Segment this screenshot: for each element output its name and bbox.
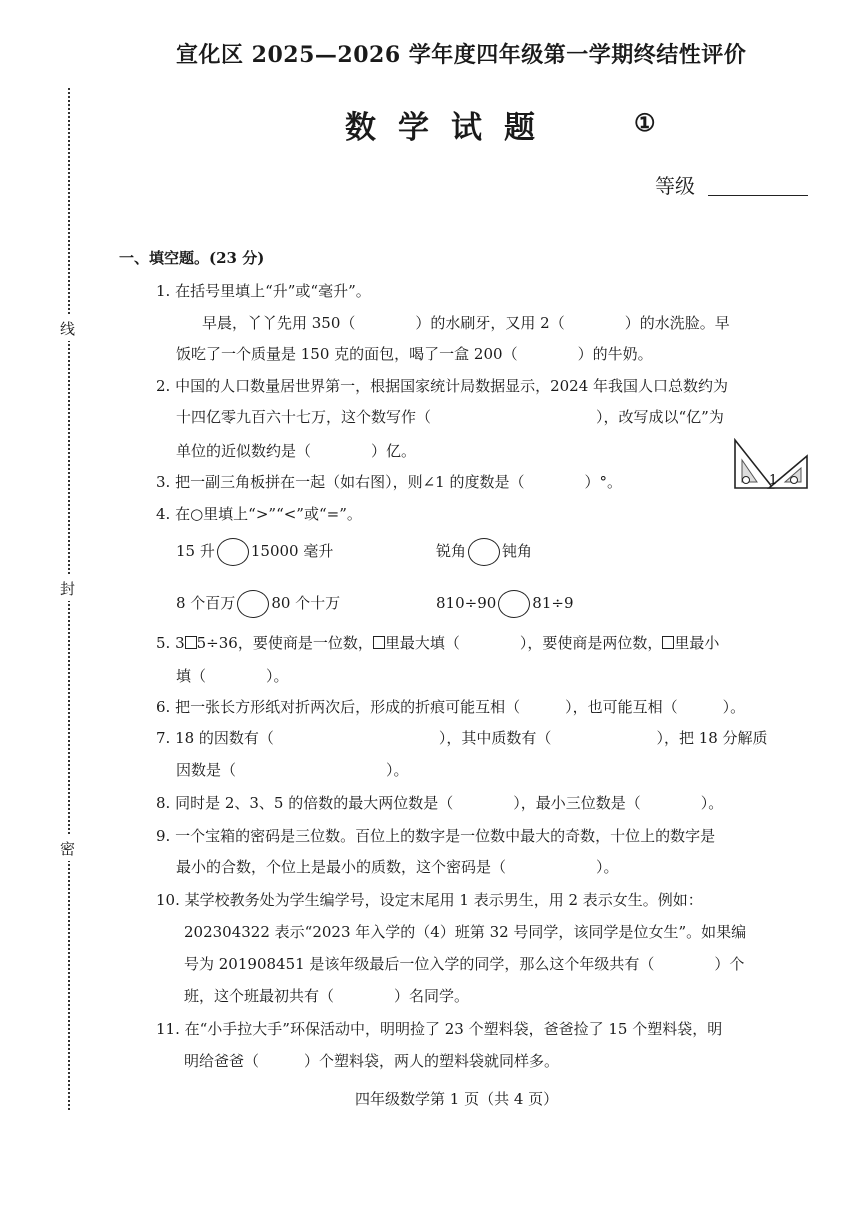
- page-footer: 四年级数学第 1 页（共 4 页）: [355, 1090, 559, 1108]
- compare-item-1: [176, 538, 333, 566]
- compare-item-4: [436, 590, 574, 618]
- question-line: 202304322 表示“2023 年入学的（4）班第 32 号同学，该同学是位女生”。如果编: [184, 923, 747, 941]
- question-line: 9. 一个宝箱的密码是三位数。百位上的数字是一位数中最大的奇数，十位上的数字是: [156, 827, 716, 845]
- question-line: 饭吃了一个质量是 150 克的面包，喝了一盒 200（ ）的牛奶。: [176, 345, 653, 363]
- sheet-mark: ①: [634, 108, 656, 137]
- question-line: 8. 同时是 2、3、5 的倍数的最大两位数是（ ），最小三位数是（ ）。: [156, 794, 724, 812]
- question-line: 因数是（ ）。: [176, 761, 409, 779]
- compare-left: 锐角: [436, 542, 467, 560]
- question-line: 3. 把一副三角板拼在一起（如右图），则∠1 的度数是（ ）°。: [156, 473, 622, 491]
- angle-label: 1: [769, 473, 778, 488]
- exam-title: 宣化区 2025—2026 学年度四年级第一学期终结性评价: [176, 42, 747, 68]
- question-line: 填（ ）。: [176, 667, 289, 685]
- compare-right: 81÷9: [532, 594, 574, 612]
- compare-right: 80 个十万: [271, 594, 341, 612]
- compare-circle[interactable]: [468, 538, 500, 566]
- question-line: 早晨，丫丫先用 350（ ）的水刷牙，又用 2（ ）的水洗脸。早: [202, 314, 730, 332]
- compare-left: 810÷90: [436, 594, 497, 612]
- compare-left: 15 升: [176, 542, 215, 560]
- question-line: 十四亿零九百六十七万，这个数写作（ ），改写成以“亿”为: [176, 408, 724, 426]
- grade-label: 等级: [655, 174, 695, 198]
- question-line: 班，这个班最初共有（ ）名同学。: [184, 987, 470, 1005]
- question-line: 2. 中国的人口数量居世界第一，根据国家统计局数据显示，2024 年我国人口总数约为: [156, 377, 729, 395]
- question-line: 单位的近似数约是（ ）亿。: [176, 442, 417, 460]
- compare-circle[interactable]: [498, 590, 530, 618]
- compare-circle[interactable]: [217, 538, 249, 566]
- compare-right: 钝角: [502, 542, 533, 560]
- compare-right: 15000 毫升: [250, 542, 334, 560]
- compare-item-3: [176, 590, 340, 618]
- margin-char-feng: 封: [60, 576, 75, 601]
- question-line: 最小的合数，个位上是最小的质数，这个密码是（ ）。: [176, 858, 619, 876]
- compare-circle[interactable]: [237, 590, 269, 618]
- compare-left: 8 个百万: [176, 594, 236, 612]
- margin-char-mi: 密: [60, 836, 75, 861]
- question-line: 10. 某学校教务处为学生编学号，设定末尾用 1 表示男生，用 2 表示女生。例如：: [156, 891, 703, 909]
- question-line: 4. 在○里填上“>”“<”或“=”。: [156, 505, 362, 523]
- question-line: 明给爸爸（ ）个塑料袋，两人的塑料袋就同样多。: [184, 1052, 560, 1070]
- grade-blank[interactable]: [708, 195, 808, 196]
- question-line: 号为 201908451 是该年级最后一位入学的同学，那么这个年级共有（ ）个: [184, 955, 745, 973]
- question-line: 5. 3 5÷36，要使商是一位数， 里最大填（ ），要使商是两位数， 里最小: [156, 634, 720, 652]
- triangle-rulers-figure: [733, 438, 809, 490]
- margin-char-xian: 线: [60, 316, 75, 341]
- question-line: 11. 在“小手拉大手”环保活动中，明明捡了 23 个塑料袋，爸爸捡了 15 个塑料袋，明: [156, 1020, 723, 1038]
- subject-title: 数学试题: [345, 110, 557, 146]
- question-line: 1. 在括号里填上“升”或“毫升”。: [156, 282, 371, 300]
- section-heading: 一、填空题。(23 分): [119, 249, 265, 267]
- question-line: 6. 把一张长方形纸对折两次后，形成的折痕可能互相（ ），也可能互相（ ）。: [156, 698, 746, 716]
- compare-item-2: [436, 538, 532, 566]
- question-line: 7. 18 的因数有（ ），其中质数有（ ），把 18 分解质: [156, 729, 768, 747]
